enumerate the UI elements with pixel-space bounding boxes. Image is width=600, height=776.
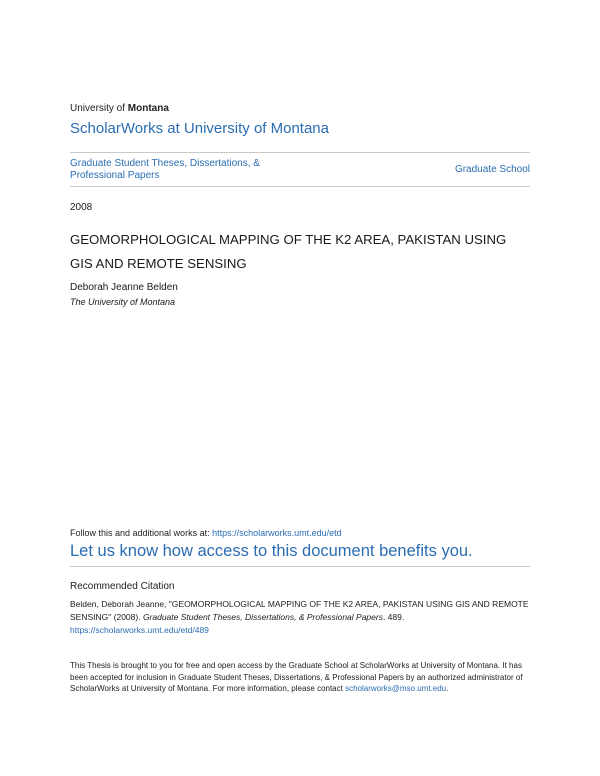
footer-end: . (446, 684, 449, 693)
footer-notice (70, 660, 532, 695)
contact-email-link[interactable]: scholarworks@mso.umt.edu (345, 684, 447, 693)
follow-link[interactable]: https://scholarworks.umt.edu/etd (212, 528, 342, 538)
citation-text (70, 598, 532, 637)
citation-number: . 489. (382, 612, 405, 622)
school-link[interactable]: Graduate School (454, 164, 530, 175)
site-title-link[interactable]: ScholarWorks at University of Montana (70, 120, 329, 137)
author-affiliation: The University of Montana (70, 297, 176, 307)
footer-text: This Thesis is brought to you for free and open access by the Graduate School at ScholarWorks at University of Montana. It has been accepted for inclusion in Graduate Student Theses, Dissertations, & Professional Papers by an authorized administrator of ScholarWorks at University of Montana. For more information, please contact (70, 661, 523, 693)
citation-link[interactable]: https://scholarworks.umt.edu/etd/489 (70, 625, 209, 635)
publication-year: 2008 (70, 202, 93, 213)
benefit-feedback-link[interactable]: Let us know how access to this document benefits you. (70, 542, 473, 560)
header-divider-top (70, 152, 530, 153)
institution-name (70, 103, 169, 114)
series-link[interactable]: Graduate Student Theses, Dissertations, & Professional Papers (70, 158, 260, 181)
citation-heading: Recommended Citation (70, 581, 175, 592)
citation-series: Graduate Student Theses, Dissertations, & Professional Papers (142, 612, 383, 622)
institution-bold: Montana (127, 103, 169, 114)
citation-plain: Belden, Deborah Jeanne, "GEOMORPHOLOGICAL MAPPING OF THE K2 AREA, PAKISTAN USING GIS AND REMOTE SENSING" (2008). (70, 599, 529, 622)
follow-prefix: Follow this and additional works at: (70, 528, 213, 538)
access-divider (70, 566, 530, 567)
header-divider-bottom (70, 186, 530, 187)
document-title: GEOMORPHOLOGICAL MAPPING OF THE K2 AREA, PAKISTAN USING GIS AND REMOTE SENSING (70, 232, 507, 271)
institution-prefix: University of (70, 103, 128, 114)
follow-line (70, 528, 342, 538)
author-name: Deborah Jeanne Belden (70, 282, 178, 293)
